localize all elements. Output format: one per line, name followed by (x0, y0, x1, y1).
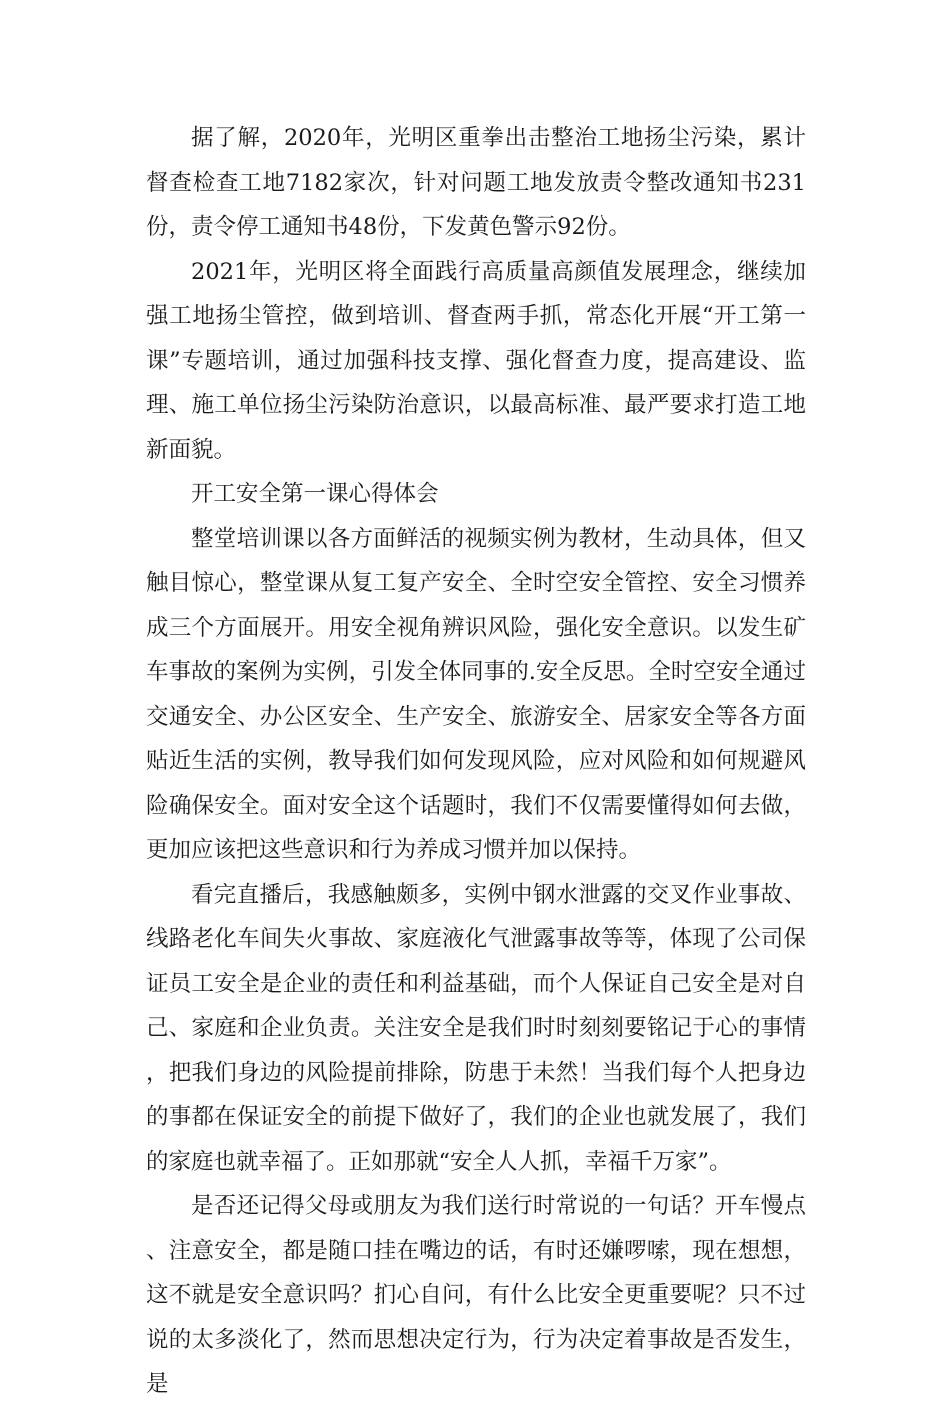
paragraph-plan-2021: 2021年，光明区将全面践行高质量高颜值发展理念，继续加强工地扬尘管控，做到培训、督查两手抓，常态化开展“开工第一课”专题培训，通过加强科技支撑、强化督查力度，提高建设、监理、施工单位扬尘污染防治意识，以最高标准、最严要求打造工地新面貌。 (146, 258, 806, 463)
paragraph-safety-awareness: 是否还记得父母或朋友为我们送行时常说的一句话？开车慢点、注意安全，都是随口挂在嘴边的话，有时还嫌啰嗦，现在想想，这不就是安全意识吗？扪心自问，有什么比安全更重要呢？只不过说的太多淡化了，然而思想决定行为，行为决定着事故是否发生，是 (146, 1193, 806, 1397)
paragraph-live-broadcast-reflection: 看完直播后，我感触颇多，实例中钢水泄露的交叉作业事故、线路老化车间失火事故、家庭液化气泄露事故等等，体现了公司保证员工安全是企业的责任和利益基础，而个人保证自己安全是对自己、家庭和企业负责。关注安全是我们时时刻刻要铭记于心的事情，把我们身边的风险提前排除，防患于未然！当我们每个人把身边的事都在保证安全的前提下做好了，我们的企业也就发展了，我们的家庭也就幸福了。正如那就“安全人人抓，幸福千万家”。 (146, 881, 806, 1175)
document-body (146, 116, 806, 1407)
section-heading: 开工安全第一课心得体会 (191, 481, 439, 507)
paragraph-training-course: 整堂培训课以各方面鲜活的视频实例为教材，生动具体，但又触目惊心，整堂课从复工复产安全、全时空安全管控、安全习惯养成三个方面展开。用安全视角辨识风险，强化安全意识。以发生矿车事故的案例为实例，引发全体同事的.安全反思。全时空安全通过交通安全、办公区安全、生产安全、旅游安全、居家安全等各方面贴近生活的实例，教导我们如何发现风险，应对风险和如何规避风险确保安全。面对安全这个话题时，我们不仅需要懂得如何去做，更加应该把这些意识和行为养成习惯并加以保持。 (146, 525, 806, 863)
paragraph-dust-control-2020: 据了解，2020年，光明区重拳出击整治工地扬尘污染，累计督查检查工地7182家次，针对问题工地发放责令整改通知书231份，责令停工通知书48份，下发黄色警示92份。 (146, 125, 806, 240)
